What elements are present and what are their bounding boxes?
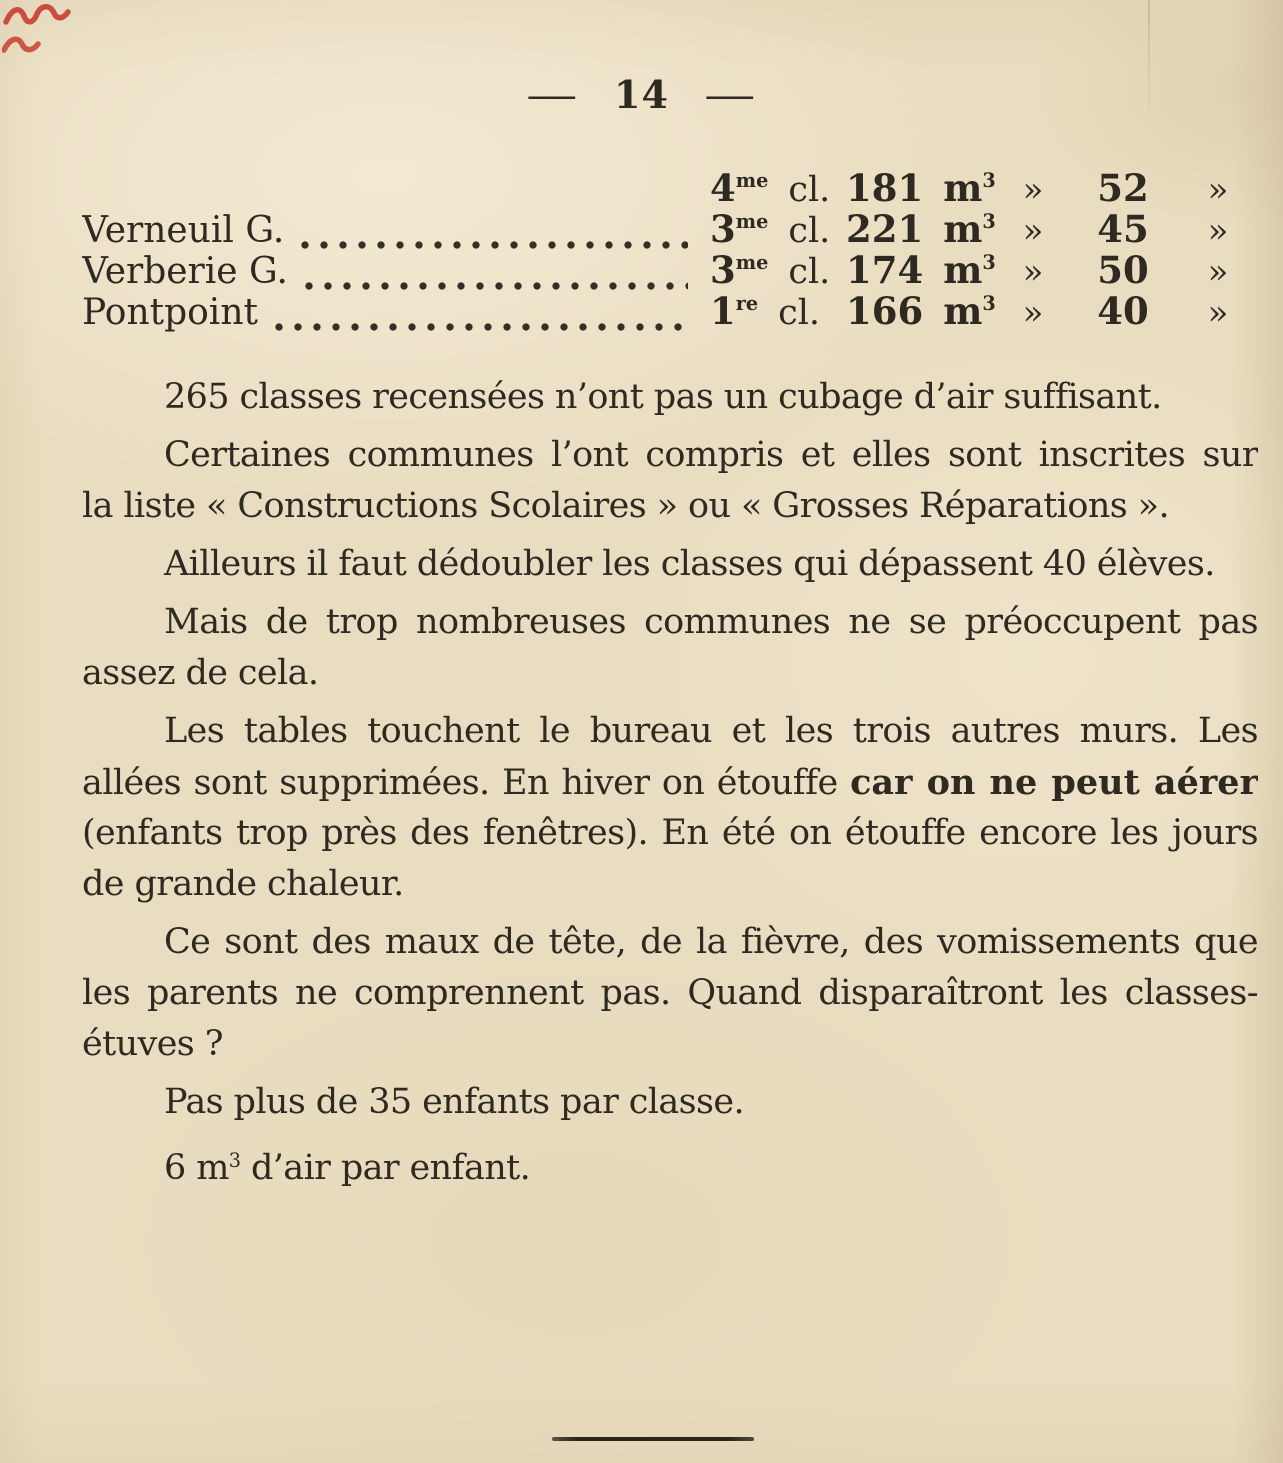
volume-value: 221 <box>846 207 924 251</box>
commune-name: Pontpoint <box>82 292 258 333</box>
class-label: cl. <box>778 293 821 333</box>
unit-exponent: 3 <box>982 292 996 315</box>
paragraph-35-enfants <box>82 1077 1258 1128</box>
class-ordinal-sup: re <box>735 292 759 315</box>
class-number: 1 <box>710 289 736 333</box>
table-row <box>82 160 1258 210</box>
pupil-count: 40 <box>1097 289 1149 333</box>
unit-m: m <box>943 289 983 333</box>
header-dash-right: — <box>704 73 757 117</box>
unit-exponent: 3 <box>228 1149 241 1172</box>
ditto-mark: » <box>1022 252 1044 292</box>
class-label: cl. <box>788 211 831 251</box>
ditto-mark: » <box>1207 211 1229 251</box>
text-line: la liste « Constructions Scolaires » ou « Grosses Réparations ». <box>82 486 1170 526</box>
unit-m: m <box>943 248 983 292</box>
paragraph-6m3 <box>82 1135 1258 1186</box>
unit-exponent: 3 <box>982 210 996 233</box>
paragraph-cubage <box>82 372 1258 423</box>
class-label: cl. <box>788 170 831 210</box>
pupil-count: 50 <box>1097 248 1149 292</box>
class-cell <box>688 283 821 334</box>
ditto-mark: » <box>1022 170 1044 210</box>
body-text <box>82 372 1258 1193</box>
text-line: Mais de trop nombreuses communes ne se préoccupent pas <box>164 602 1258 642</box>
class-ordinal-sup: me <box>735 210 769 233</box>
text-segment: allées sont supprimées. En hiver on étouffe <box>82 763 851 803</box>
text-line: Ce sont des maux de tête, de la fièvre, des vomissements que <box>164 922 1258 962</box>
text-segment: 6 m <box>164 1148 229 1188</box>
volume-value: 166 <box>846 289 924 333</box>
footer-rule <box>552 1437 754 1441</box>
volume-cell <box>818 283 998 332</box>
bold-text-segment: car on ne peut aérer <box>850 762 1258 803</box>
class-label: cl. <box>788 252 831 292</box>
volume-value: 174 <box>846 248 924 292</box>
class-number: 3 <box>710 248 736 292</box>
text-line: Pas plus de 35 enfants par classe. <box>164 1082 744 1122</box>
class-number: 4 <box>710 166 736 210</box>
commune-name-cell <box>82 292 688 333</box>
paragraph-maux-de-tete <box>82 917 1258 1070</box>
dotted-leader <box>298 221 688 251</box>
pupil-count: 52 <box>1097 166 1149 210</box>
unit-exponent: 3 <box>982 251 996 274</box>
paragraph-communes-inscrites <box>82 430 1258 532</box>
text-line: de grande chaleur. <box>82 864 404 904</box>
commune-name: Verneuil G. <box>82 210 285 251</box>
paragraph-dedoubler <box>82 539 1258 590</box>
unit-m: m <box>943 207 983 251</box>
text-line: 265 classes recensées n’ont pas un cubage d’air suffisant. <box>164 377 1162 417</box>
text-line: Ailleurs il faut dédoubler les classes qui dépassent 40 élèves. <box>164 544 1215 584</box>
dotted-leader <box>302 262 688 292</box>
classroom-volume-table <box>82 160 1258 333</box>
ditto-mark: » <box>1207 170 1229 210</box>
paragraph-preoccupent <box>82 597 1258 699</box>
page-header <box>0 72 1283 117</box>
text-line: les parents ne comprennent pas. Quand disparaîtront les classes- <box>82 973 1258 1013</box>
commune-name-cell <box>82 210 688 251</box>
dotted-leader <box>272 303 688 333</box>
page-number: 14 <box>614 72 669 117</box>
text-line: (enfants trop près des fenêtres). En été on étouffe encore les jours <box>82 813 1258 853</box>
ditto-mark: » <box>1207 293 1229 333</box>
commune-name-cell <box>82 251 688 292</box>
ditto-mark: » <box>1207 252 1229 292</box>
red-pen-mark <box>2 0 80 66</box>
unit-m: m <box>943 166 983 210</box>
class-ordinal-sup: me <box>735 169 769 192</box>
paragraph-tables <box>82 706 1258 910</box>
ditto-mark: » <box>1022 293 1044 333</box>
class-ordinal-sup: me <box>735 251 769 274</box>
volume-unit <box>943 289 996 333</box>
text-segment: d’air par enfant. <box>240 1148 531 1188</box>
text-line: assez de cela. <box>82 653 319 693</box>
text-line: étuves ? <box>82 1024 223 1064</box>
volume-value: 181 <box>846 166 924 210</box>
text-line: Certaines communes l’ont compris et elles sont inscrites sur <box>164 435 1258 475</box>
ditto-mark: » <box>1022 211 1044 251</box>
text-line <box>82 1135 1258 1186</box>
class-number: 3 <box>710 207 736 251</box>
pupil-count: 45 <box>1097 207 1149 251</box>
unit-exponent: 3 <box>982 169 996 192</box>
text-line: Les tables touchent le bureau et les trois autres murs. Les <box>164 711 1258 751</box>
text-line <box>82 757 1258 808</box>
commune-name: Verberie G. <box>82 251 288 292</box>
header-dash-left: — <box>526 73 579 117</box>
